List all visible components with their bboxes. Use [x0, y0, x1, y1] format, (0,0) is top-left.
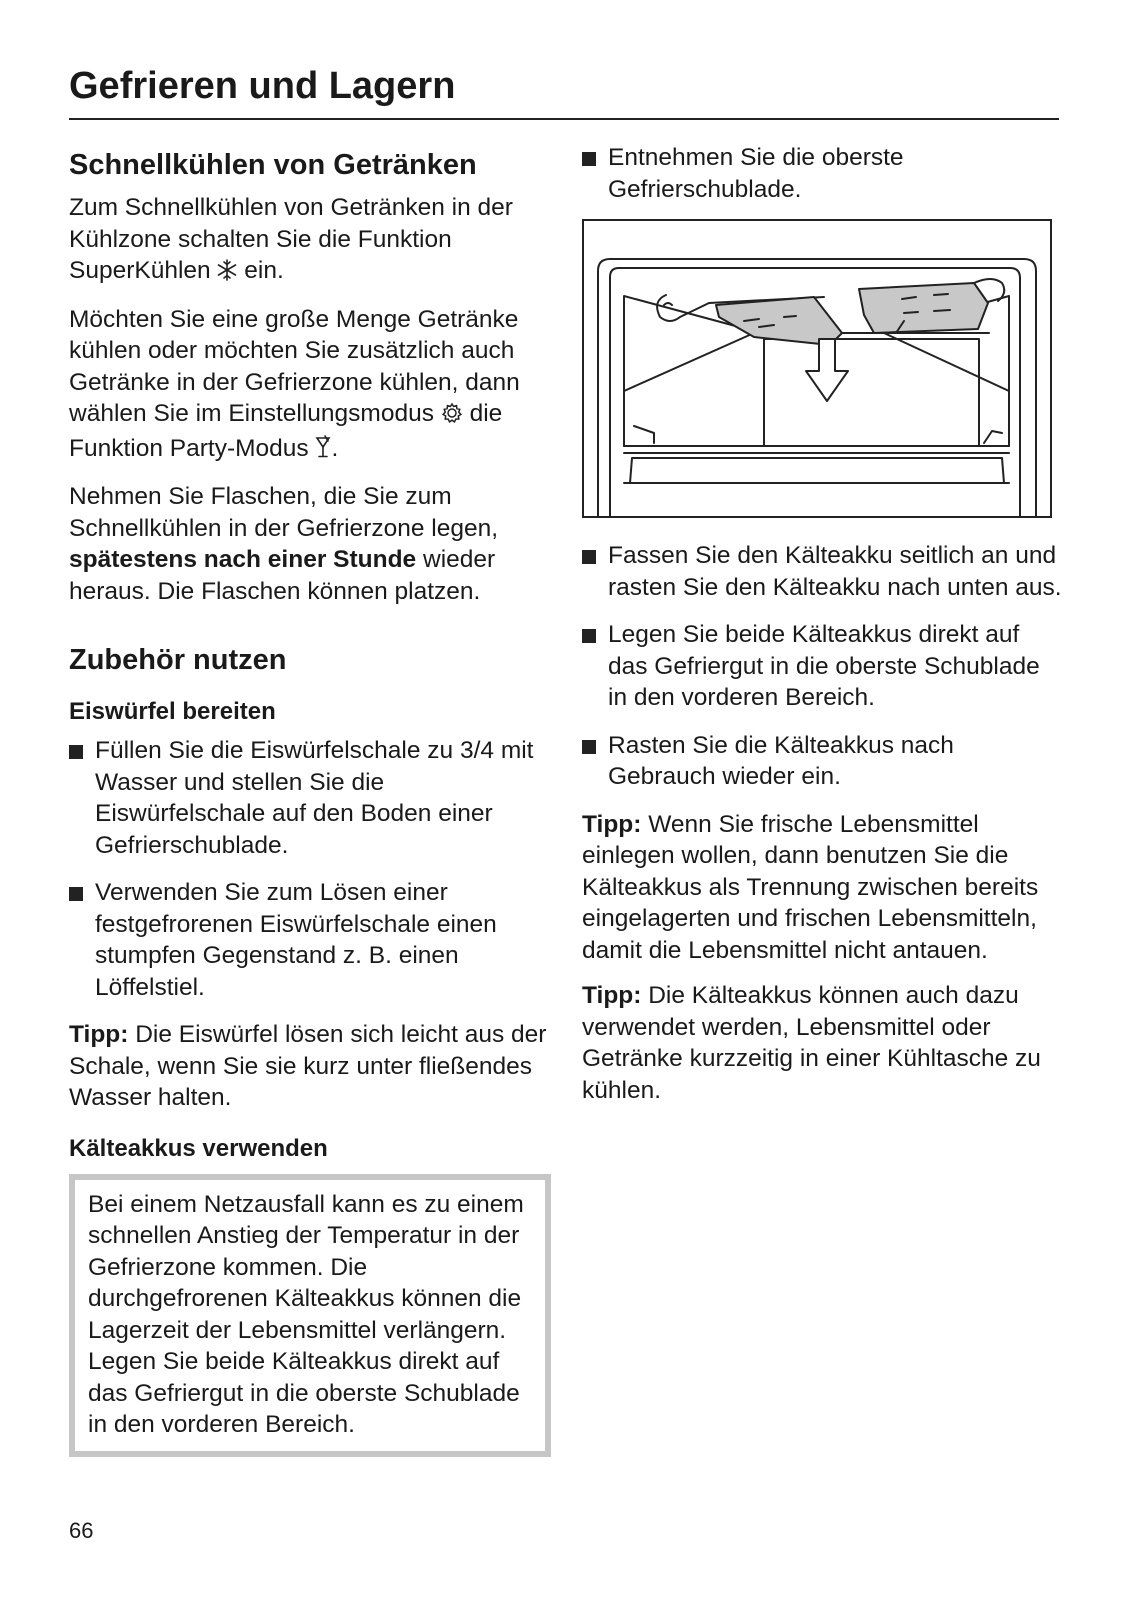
left-column — [69, 142, 554, 1457]
tip-trennung: Tipp: Wenn Sie frische Lebensmittel einlegen wollen, dann benutzen Sie die Kälteakkus als Trennung zwischen bereits eingelagerten und frischen Lebensmitteln, damit die Lebensmittel nicht antauen. — [582, 810, 1039, 964]
info-box — [69, 1174, 551, 1457]
info-box-text-2: Legen Sie beide Kälteakkus direkt auf das Gefriergut in die oberste Schublade in den vorderen Bereich. — [88, 1348, 520, 1438]
section-heading-zubehoer: Zubehör nutzen — [69, 644, 287, 676]
section-heading-schnellkuehlen: Schnellkühlen von Getränken — [69, 149, 477, 181]
tip-kuehltasche: Tipp: Die Kälteakkus können auch dazu verwendet werden, Lebensmittel oder Getränke kurzzeitig in einer Kühltasche zu kühlen. — [582, 982, 1041, 1104]
bullet-square-icon — [582, 550, 596, 564]
bullet-square-icon — [582, 740, 596, 754]
bullet-square-icon — [69, 745, 83, 759]
list-item: Entnehmen Sie die oberste Gefrierschublade. — [582, 142, 1062, 205]
cocktail-glass-icon — [315, 435, 331, 468]
paragraph-superkuehlen: Zum Schnellkühlen von Getränken in der Kühlzone schalten Sie die Funktion SuperKühlen ein. — [69, 192, 554, 290]
freezer-illustration — [582, 219, 1052, 518]
list-item: Verwenden Sie zum Lösen einer festgefrorenen Eiswürfelschale einen stumpfen Gegenstand z. B. einen Löffelstiel. — [69, 877, 554, 1003]
snowflake-icon — [217, 258, 237, 290]
bullet-square-icon — [582, 629, 596, 643]
info-box-text-1: Bei einem Netzausfall kann es zu einem schnellen Anstieg der Temperatur in der Gefrierzone kommen. Die durchgefrorenen Kälteakkus können die Lagerzeit der Lebensmittel verlängern. — [88, 1190, 524, 1344]
gear-icon — [441, 401, 463, 433]
list-item: Rasten Sie die Kälteakkus nach Gebrauch wieder ein. — [582, 730, 1062, 793]
page-number: 66 — [69, 1518, 94, 1543]
subheading-eiswuerfel: Eiswürfel bereiten — [69, 698, 276, 725]
bullet-square-icon — [582, 152, 596, 166]
tip-eiswuerfel: Tipp: Die Eiswürfel lösen sich leicht aus der Schale, wenn Sie sie kurz unter fließendes Wasser halten. — [69, 1021, 547, 1111]
paragraph-flaschen-warnung: Nehmen Sie Flaschen, die Sie zum Schnellkühlen in der Gefrierzone legen, spätestens nach einer Stunde wieder heraus. Die Flaschen können platzen. — [69, 483, 499, 605]
freezer-drawing — [584, 221, 1050, 516]
list-item: Legen Sie beide Kälteakkus direkt auf das Gefriergut in die oberste Schublade in den vorderen Bereich. — [582, 619, 1062, 714]
right-column — [582, 142, 1062, 1120]
paragraph-party-modus: Möchten Sie eine große Menge Getränke kühlen oder möchten Sie zusätzlich auch Getränke in der Gefrierzone kühlen, dann wählen Sie im Einstellungsmodus die Funktion Party-Modus . — [69, 304, 554, 468]
bullet-square-icon — [69, 887, 83, 901]
page-title: Gefrieren und Lagern — [69, 65, 456, 107]
list-item: Füllen Sie die Eiswürfelschale zu 3/4 mit Wasser und stellen Sie die Eiswürfelschale auf den Boden einer Gefrierschublade. — [69, 735, 554, 861]
header-rule — [69, 118, 1059, 120]
list-item: Fassen Sie den Kälteakku seitlich an und rasten Sie den Kälteakku nach unten aus. — [582, 540, 1062, 603]
subheading-kaelteakkus: Kälteakkus verwenden — [69, 1134, 328, 1162]
